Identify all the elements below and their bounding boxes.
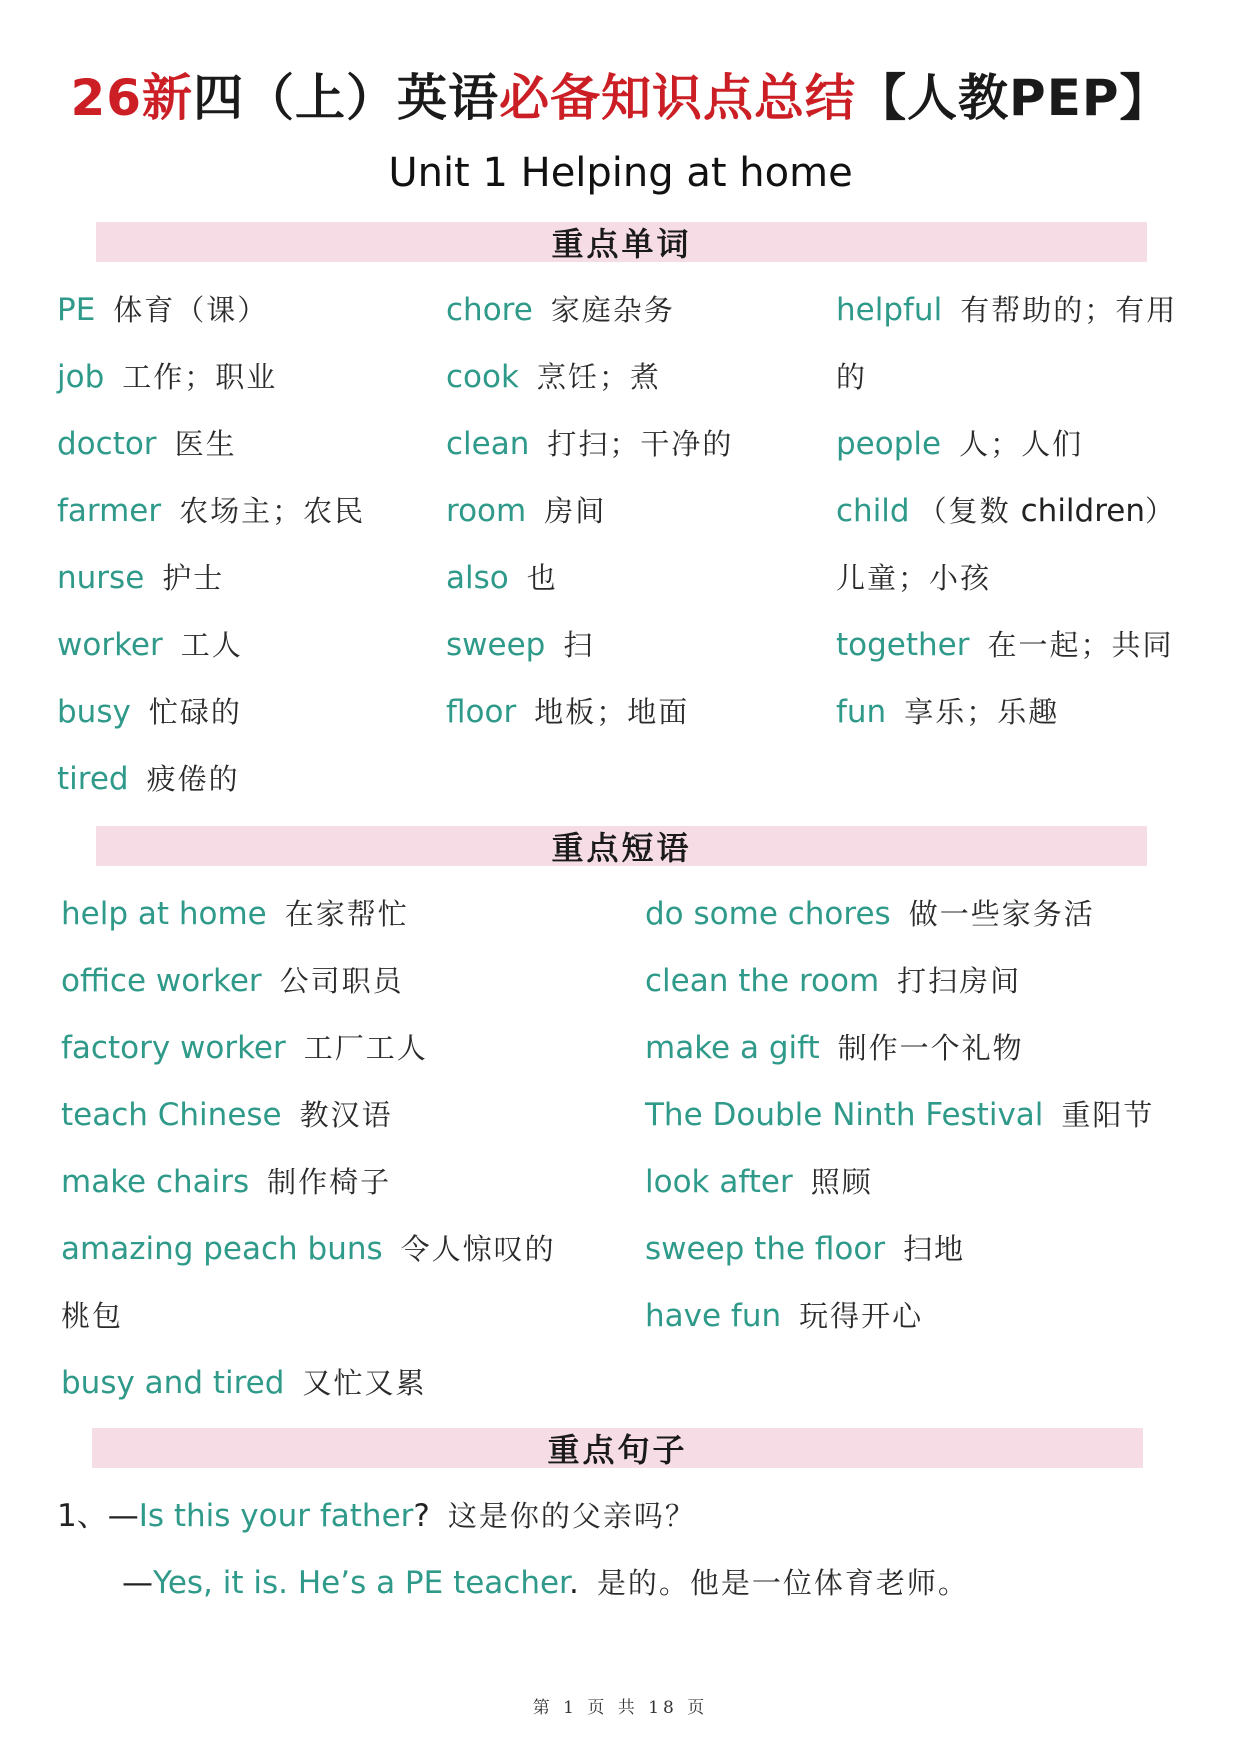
sentence-punct: ? — [413, 1498, 430, 1534]
word-en: job — [57, 359, 105, 395]
section-header-words — [96, 222, 1147, 262]
phrase-item — [645, 1229, 965, 1269]
phrase-item — [61, 1028, 428, 1068]
phrase-cn: 重阳节 — [1061, 1098, 1155, 1132]
word-en: farmer — [57, 493, 162, 529]
word-en: worker — [57, 627, 163, 663]
word-en: child — [836, 493, 910, 529]
word-item — [57, 424, 237, 464]
section-header-phrases-label: 重点短语 — [551, 829, 692, 867]
dialogue-dash: — — [122, 1565, 153, 1601]
sentence-question — [57, 1496, 696, 1536]
phrase-item — [61, 1162, 391, 1202]
word-en: floor — [446, 694, 517, 730]
word-en: sweep — [446, 627, 546, 663]
phrase-en: sweep the floor — [645, 1231, 886, 1267]
word-en: cook — [446, 359, 519, 395]
word-en: together — [836, 627, 970, 663]
sentence-en: Is this your father — [138, 1498, 414, 1534]
word-cn: 医生 — [174, 427, 237, 461]
phrase-cn: 桃包 — [61, 1299, 124, 1333]
word-cn: 房间 — [544, 494, 607, 528]
word-cn: 人；人们 — [959, 427, 1084, 461]
word-item — [836, 625, 1174, 665]
word-en: helpful — [836, 292, 943, 328]
word-cn: 工人 — [180, 628, 243, 662]
word-item — [446, 558, 558, 598]
word-cn: 打扫；干净的 — [547, 427, 734, 461]
phrase-en: look after — [645, 1164, 793, 1200]
phrase-cn: 制作椅子 — [267, 1165, 392, 1199]
phrase-cn: 公司职员 — [279, 964, 404, 998]
phrase-item — [645, 1095, 1154, 1135]
phrase-cn: 照顾 — [810, 1165, 873, 1199]
phrase-cn: 工厂工人 — [303, 1031, 428, 1065]
word-cn: 忙碌的 — [148, 695, 242, 729]
word-item — [57, 759, 240, 799]
sentence-en: Yes, it is. He’s a PE teacher — [153, 1565, 569, 1601]
word-item-continued — [836, 357, 867, 397]
phrase-item — [61, 961, 404, 1001]
word-en: people — [836, 426, 942, 462]
word-note: （复数 — [917, 494, 1011, 528]
phrase-item — [645, 894, 1095, 934]
word-item — [57, 357, 277, 397]
title-red-part-2: 必备知识点总结 — [499, 69, 857, 127]
word-cn: 也 — [526, 561, 558, 595]
word-en: doctor — [57, 426, 157, 462]
word-item — [446, 625, 594, 665]
word-item — [836, 491, 1176, 531]
phrase-en: factory worker — [61, 1030, 286, 1066]
phrase-en: do some chores — [645, 896, 891, 932]
phrase-en: busy and tired — [61, 1365, 285, 1401]
word-cn: 儿童；小孩 — [836, 561, 992, 595]
word-item — [446, 424, 733, 464]
phrase-item — [61, 1229, 556, 1269]
phrase-cn: 扫地 — [903, 1232, 966, 1266]
word-en: nurse — [57, 560, 145, 596]
word-cn: 享乐；乐趣 — [904, 695, 1060, 729]
word-cn: 家庭杂务 — [550, 293, 675, 327]
phrase-item — [61, 1363, 426, 1403]
word-en: room — [446, 493, 527, 529]
word-cn: 扫 — [563, 628, 595, 662]
word-en: clean — [446, 426, 530, 462]
section-header-words-label: 重点单词 — [551, 225, 692, 263]
phrase-en: amazing peach buns — [61, 1231, 383, 1267]
phrase-item — [645, 1296, 923, 1336]
word-item — [446, 357, 661, 397]
phrase-en: make chairs — [61, 1164, 250, 1200]
word-item — [57, 692, 242, 732]
word-en: fun — [836, 694, 887, 730]
phrase-item — [645, 1028, 1024, 1068]
phrase-cn: 在家帮忙 — [284, 897, 409, 931]
word-item — [446, 290, 675, 330]
word-en: PE — [57, 292, 96, 328]
word-cn: 的 — [836, 360, 868, 394]
word-en: chore — [446, 292, 533, 328]
phrase-en: make a gift — [645, 1030, 820, 1066]
word-item — [57, 625, 243, 665]
sentence-answer — [122, 1563, 969, 1603]
phrase-item — [61, 894, 409, 934]
phrase-cn: 玩得开心 — [799, 1299, 924, 1333]
word-en: tired — [57, 761, 129, 797]
word-cn: 有帮助的；有用 — [960, 293, 1178, 327]
word-item — [57, 491, 365, 531]
title-black-part-1: 四（上）英语 — [193, 69, 500, 127]
word-en: also — [446, 560, 509, 596]
section-header-sentences — [92, 1428, 1143, 1468]
phrase-en: help at home — [61, 896, 267, 932]
word-item — [446, 491, 606, 531]
word-cn: 疲倦的 — [146, 762, 240, 796]
word-cn: 工作；职业 — [122, 360, 278, 394]
title-red-part-1: 26新 — [70, 69, 194, 127]
word-plural: children — [1020, 493, 1146, 529]
phrase-cn: 令人惊叹的 — [400, 1232, 556, 1266]
phrase-item — [61, 1095, 393, 1135]
section-header-phrases — [96, 826, 1147, 866]
word-cn: 在一起；共同 — [987, 628, 1174, 662]
page-footer: 第 1 页 共 18 页 — [532, 1698, 709, 1718]
title-black-part-2: 【人教PEP】 — [856, 69, 1171, 127]
sentence-cn: 是的。他是一位体育老师。 — [596, 1566, 969, 1600]
sentence-cn: 这是你的父亲吗？ — [447, 1499, 696, 1533]
sentence-number: 1、 — [57, 1498, 108, 1534]
page-title — [0, 58, 1241, 130]
phrase-en: office worker — [61, 963, 262, 999]
word-item — [446, 692, 689, 732]
phrase-en: The Double Ninth Festival — [645, 1097, 1044, 1133]
phrase-cn: 教汉语 — [299, 1098, 393, 1132]
word-item — [57, 558, 224, 598]
unit-title: Unit 1 Helping at home — [388, 150, 853, 196]
phrase-cn: 做一些家务活 — [908, 897, 1095, 931]
word-item-continued — [836, 558, 991, 598]
word-note-close: ） — [1145, 494, 1177, 528]
word-cn: 体育（课） — [113, 293, 269, 327]
word-item — [57, 290, 268, 330]
phrase-cn: 打扫房间 — [897, 964, 1022, 998]
sentence-punct: . — [568, 1565, 579, 1601]
section-header-sentences-label: 重点句子 — [547, 1431, 688, 1469]
word-item — [836, 290, 1177, 330]
word-cn: 护士 — [162, 561, 225, 595]
phrase-item — [645, 1162, 873, 1202]
phrase-item-continued — [61, 1296, 123, 1336]
dialogue-dash: — — [107, 1498, 139, 1534]
phrase-en: clean the room — [645, 963, 880, 999]
phrase-item — [645, 961, 1021, 1001]
word-cn: 农场主；农民 — [179, 494, 366, 528]
word-en: busy — [57, 694, 131, 730]
phrase-cn: 又忙又累 — [302, 1366, 427, 1400]
word-cn: 烹饪；煮 — [536, 360, 661, 394]
word-item — [836, 424, 1083, 464]
phrase-en: have fun — [645, 1298, 782, 1334]
word-item — [836, 692, 1059, 732]
phrase-en: teach Chinese — [61, 1097, 282, 1133]
phrase-cn: 制作一个礼物 — [837, 1031, 1024, 1065]
word-cn: 地板；地面 — [534, 695, 690, 729]
